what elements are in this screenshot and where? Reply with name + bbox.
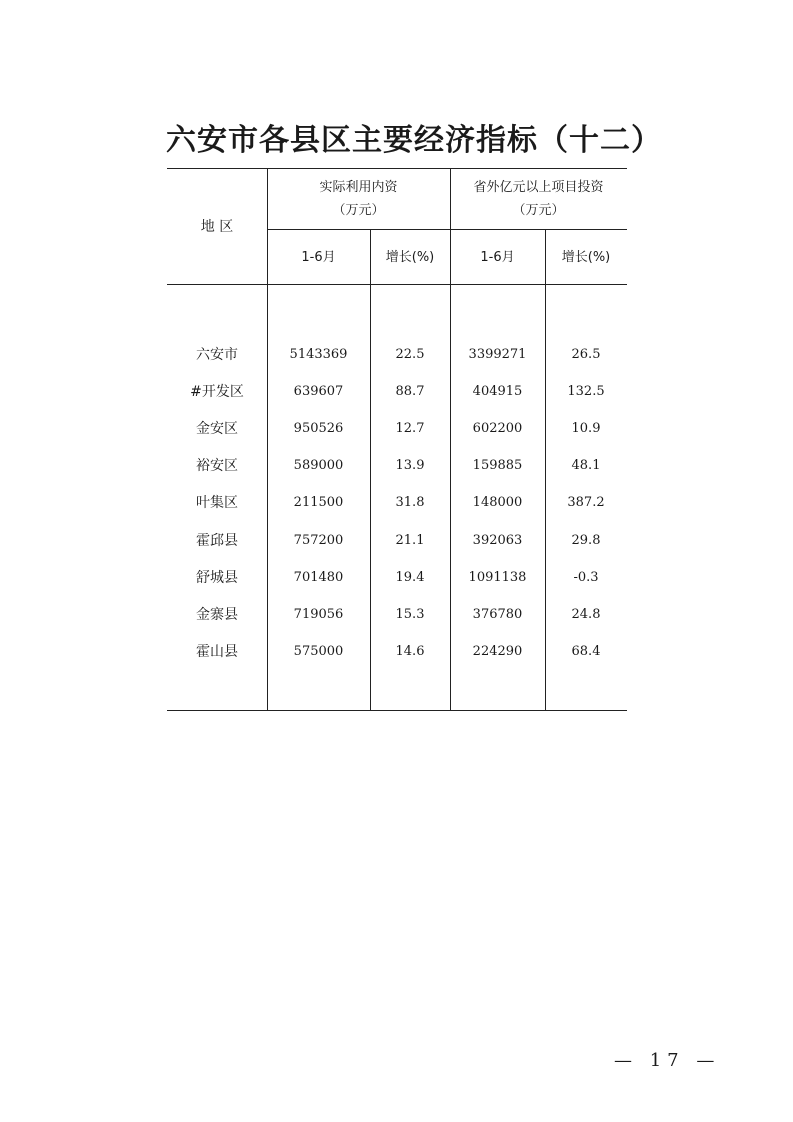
row-project-value: 148000 [472,495,523,510]
row-project-growth: 29.8 [571,533,601,548]
header-bottom-rule [167,284,627,285]
row-region: 霍山县 [196,644,238,660]
row-investment-growth: 15.3 [395,607,425,622]
row-project-value: 224290 [472,644,523,659]
row-project-value: 602200 [472,421,523,436]
row-project-value: 376780 [472,607,523,622]
row-project-growth: 10.9 [571,421,601,436]
row-project-value: 159885 [472,458,523,473]
header-group-rule [267,229,627,230]
row-investment-value: 5143369 [289,347,348,362]
row-investment-growth: 21.1 [395,533,425,548]
row-investment-value: 639607 [293,384,344,399]
header-region: 地 区 [200,219,234,235]
row-project-growth: 48.1 [571,458,601,473]
row-investment-value: 589000 [293,458,344,473]
row-region: #开发区 [190,384,244,400]
row-region: 金安区 [196,421,238,437]
header-group1-unit: （万元） [332,203,385,218]
row-investment-value: 575000 [293,644,344,659]
row-region: 裕安区 [196,458,238,474]
row-investment-growth: 88.7 [395,384,425,399]
economic-indicators-table [167,168,627,711]
row-project-value: 1091138 [468,570,527,585]
row-investment-value: 211500 [293,495,344,510]
row-project-growth: 24.8 [571,607,601,622]
row-investment-value: 757200 [293,533,344,548]
row-project-value: 404915 [472,384,523,399]
table-top-rule [167,168,627,169]
row-investment-value: 950526 [293,421,344,436]
row-investment-value: 719056 [293,607,344,622]
header-growth2: 增长(%) [561,250,611,265]
row-project-growth: 387.2 [567,495,605,510]
row-project-growth: 26.5 [571,347,601,362]
header-group2: 省外亿元以上项目投资 [473,180,604,195]
row-investment-growth: 13.9 [395,458,425,473]
row-project-growth: 68.4 [571,644,601,659]
row-investment-growth: 31.8 [395,495,425,510]
table-bottom-rule [167,710,627,711]
row-project-value: 392063 [472,533,523,548]
row-project-growth: -0.3 [573,570,599,585]
header-group2-unit: （万元） [512,203,565,218]
row-investment-growth: 12.7 [395,421,425,436]
row-investment-growth: 19.4 [395,570,425,585]
row-investment-growth: 22.5 [395,347,425,362]
row-region: 霍邱县 [196,533,238,549]
row-region: 金寨县 [196,607,238,623]
row-investment-value: 701480 [293,570,344,585]
header-group1: 实际利用内资 [319,180,398,195]
page-title: 六安市各县区主要经济指标（十二） [166,123,662,158]
row-region: 六安市 [196,347,238,363]
row-region: 叶集区 [196,495,238,511]
row-investment-growth: 14.6 [395,644,425,659]
header-period2: 1-6月 [480,250,515,265]
header-growth1: 增长(%) [385,250,435,265]
page-number: — 17 — [614,1050,721,1071]
row-project-value: 3399271 [468,347,527,362]
row-region: 舒城县 [196,570,238,586]
header-period1: 1-6月 [301,250,336,265]
row-project-growth: 132.5 [567,384,605,399]
